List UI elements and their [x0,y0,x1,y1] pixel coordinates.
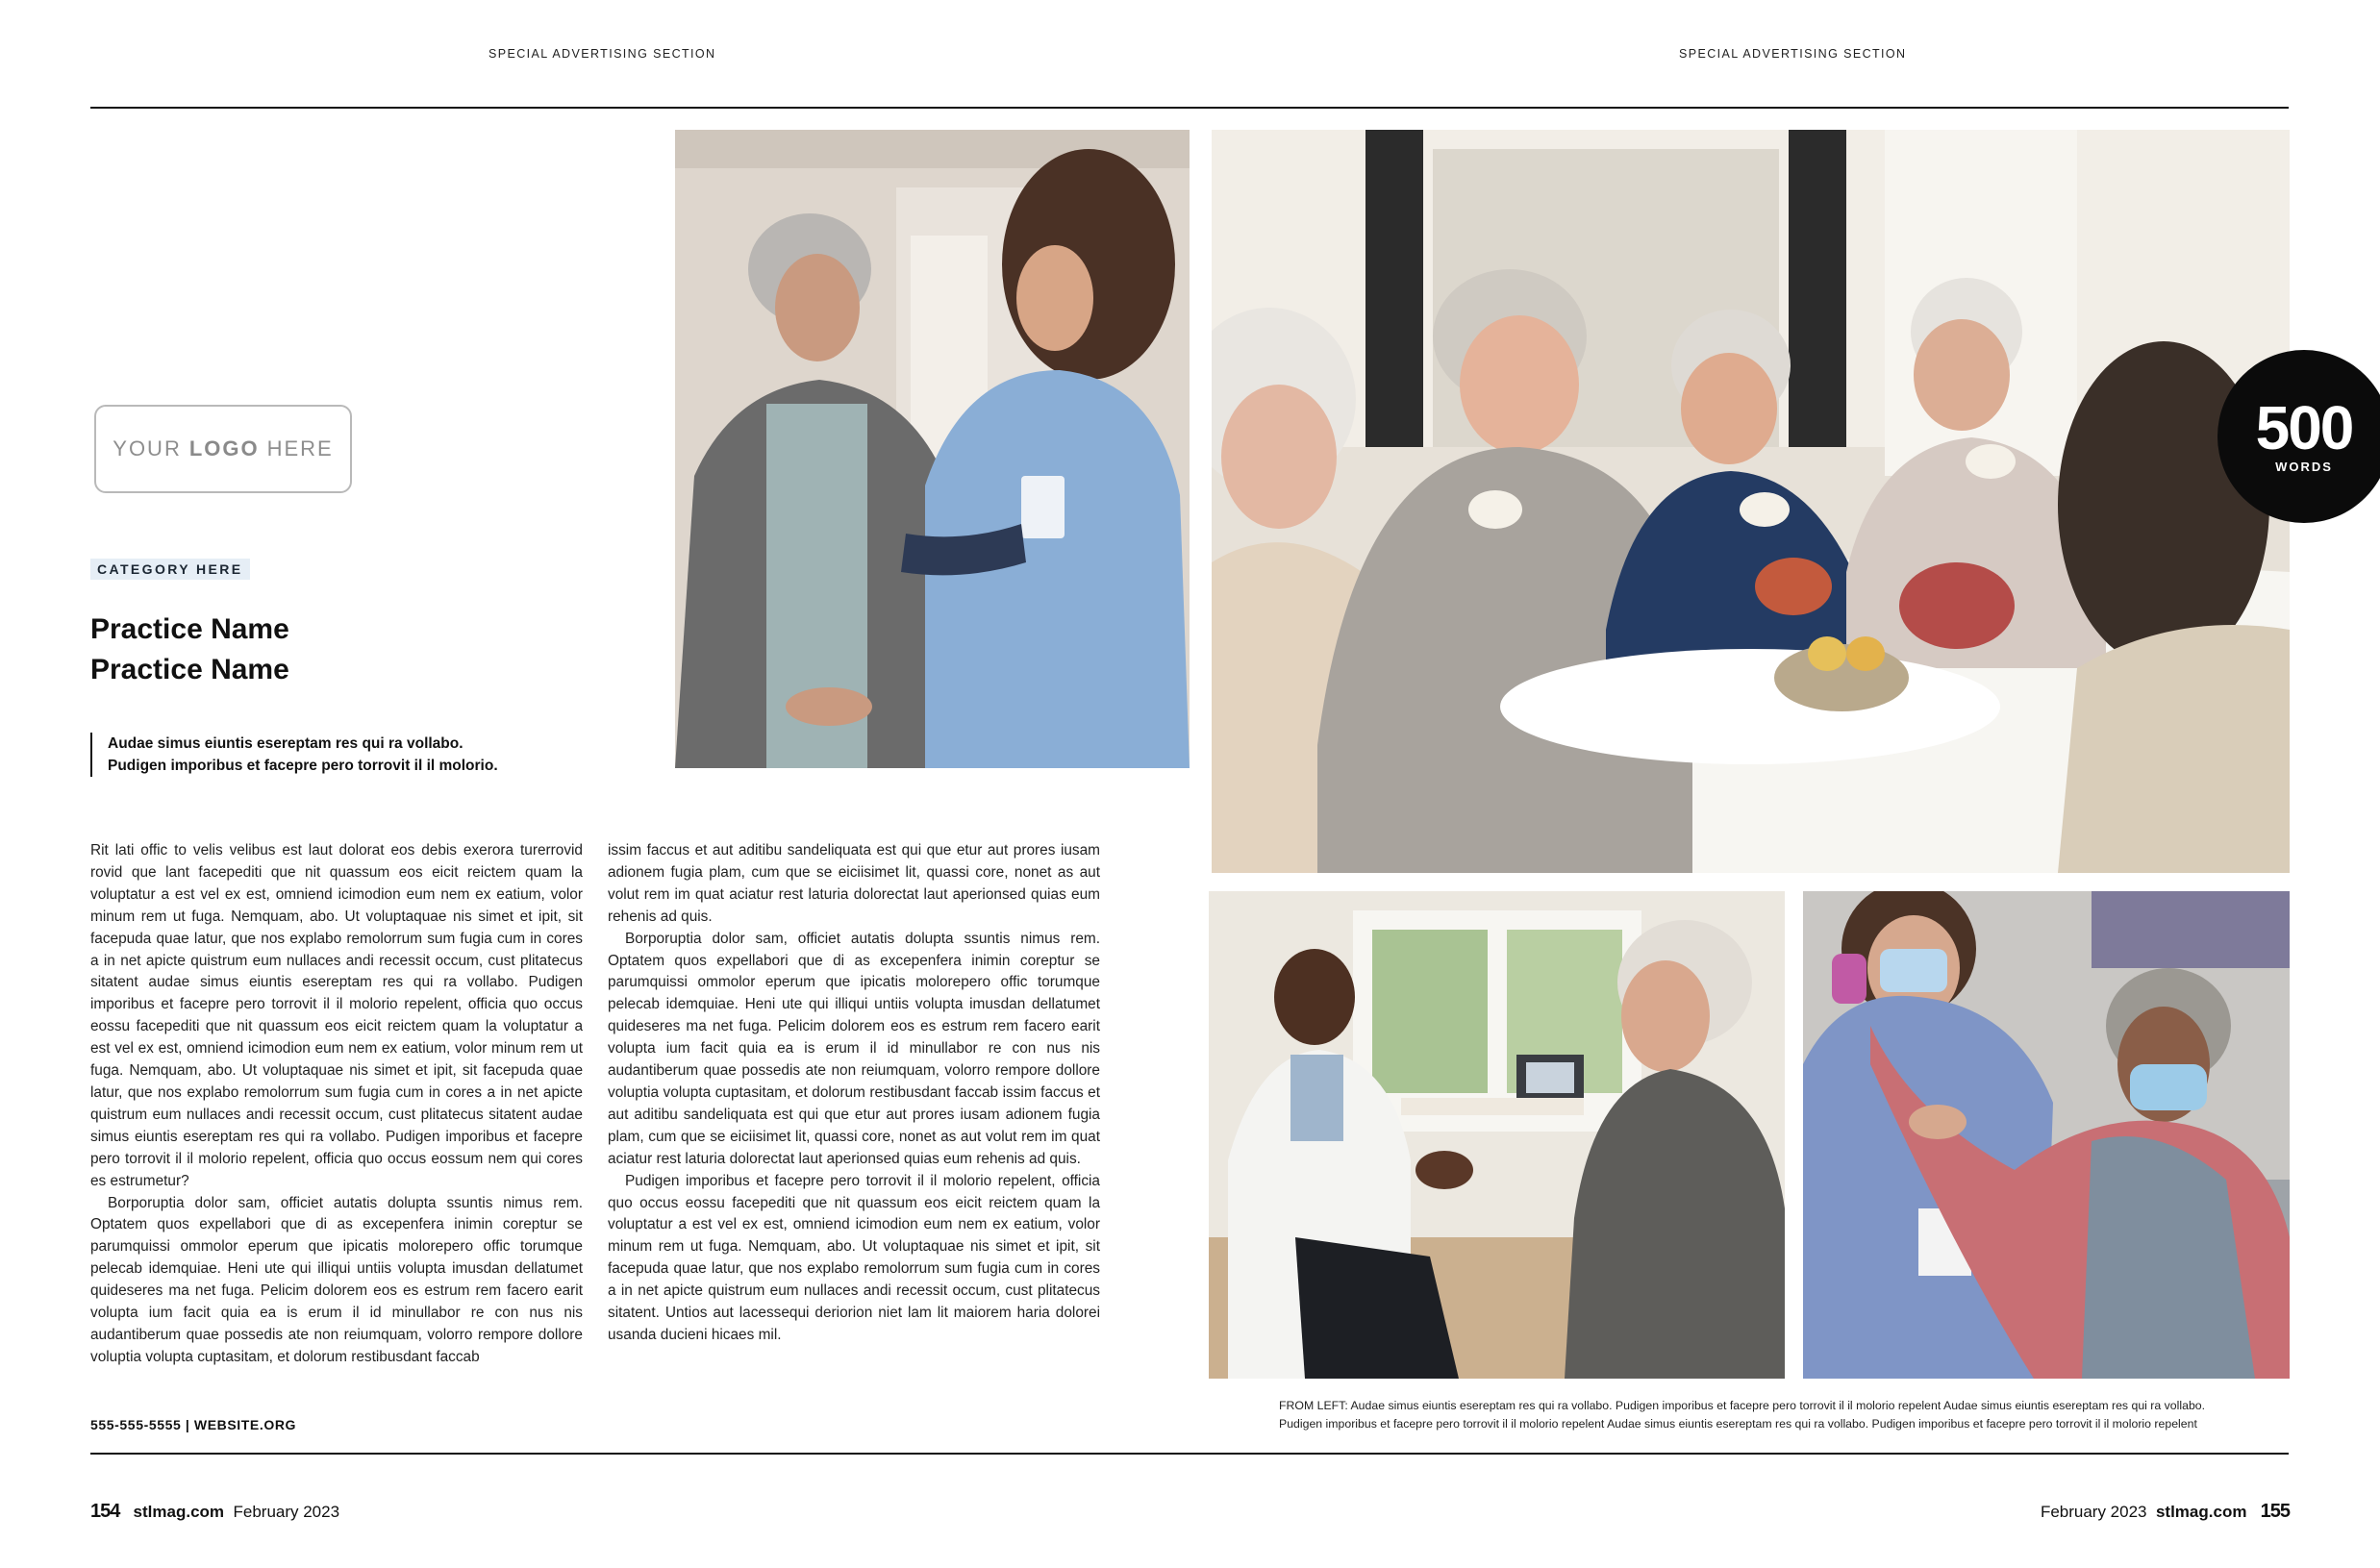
folio-left [90,1501,339,1523]
body-paragraph: Borporuptia dolor sam, officiet autatis dolupta ssuntis nimus rem. Optatem quos expellabori que di as excepenfera inimin coreptur se parumquissi ommolor eperum que ipicatis molorepero offic torumque pelecab idemquiae. Heni ute qui illiqui untiis volupta imusdan dellatumet quideseres ma net fuga. Pelicim dolorem eos es estrum rem facero earit volupta ium facit quia ea is erum il id minullabor re con nus nis audantiberum quae possedis ate non reiumquam, volorro rempore dollore voluptia volupta cuptasitam, et dolorum restibusdant faccab issim faccus et aut aditibu sandeliquata est qui que etur aut prores iusam adionem fugia plam, cum que se eiciisimet lit, quassi core, nonet as aut volut rem im quat aciatur rest laturia dolorectat laut aperionsed quias eum rehenis ad quis. [608,930,1100,1167]
body-paragraph: Pudigen imporibus et facepre pero torrovit il il molorio repelent, officia quo occus eossu facepediti que nit quassum eos eicit reictem quam la voluptatur a est vel ex est, omniend icimodion eum nem ex eatium, volor minum rem ut fuga. Nemquam, abo. Ut voluptaquae nis simet et ipit, sit facepuda quae latur, que nos explabo remolorrum sum fugia cum in cores a in net apicte quistrum eum nullaces andi recessit occum, cust plitatecus sitatent. Untios aut lacessequi deriorion niet lam lit maiorem haria dolorei usanda ducieni hicaes mil. [608,1172,1100,1343]
pull-quote [90,733,498,777]
photo-doctor-consultation [1209,891,1785,1379]
practice-title [90,610,289,690]
contact-info: 555-555-5555 | WEBSITE.ORG [90,1417,297,1432]
body-paragraph: Rit lati offic to velis velibus est laut dolorat eos debis exerora turerrovid rovid que lant facepediti que nit quassum eos eicit reictem quam la voluptatur a est vel ex est, omniend icimodion eum nem ex eatium, volor minum rem ut fuga. Nemquam, abo. Ut voluptaquae nis simet et ipit, sit facepuda quae latur, que nos explabo remolorrum sum fugia cum in cores a in net apicte quistrum eum nullaces andi recessit occum, cust plitatecus sitatent audae simus eiuntis esereptam res qui ra vollabo. Pudigen imporibus et facepre pero torrovit il il molorio repelent, officia quo occus eossu facepediti que nit quassum eos eicit reictem quam la voluptatur a est vel ex est, omniend icimodion eum nem ex eatium, volor minum rem ut fuga. Nemquam, abo. Ut voluptaquae nis simet et ipit, sit facepuda quae latur, que nos explabo remolorrum sum fugia cum in cores a in net apicte quistrum eum nullaces andi recessit occum, cust plitatecus sitatent audae simus eiuntis esereptam res qui ra vollabo. Pudigen imporibus et facepre pero torrovit il il molorio repelent, officia quo occus eossum nem qui cores es estrumetur? [90,842,583,1189]
top-rule [90,107,2289,109]
category-tag: CATEGORY HERE [90,559,250,580]
bottom-rule [90,1453,2289,1455]
logo-placeholder [94,405,352,493]
practice-name-line: Practice Name [90,654,289,685]
logo-bold: LOGO [188,436,260,460]
section-label-left: SPECIAL ADVERTISING SECTION [489,47,716,61]
caption-line: Pudigen imporibus et facepre pero torrovit il il molorio repelent Audae simus eiuntis esereptam res qui ra vollabo. Pudigen imporibus et facepre pero torrovit il il molorio repelent [1279,1417,2197,1431]
badge-number: 500 [2255,392,2353,462]
site-name-left: stlmag.com [133,1503,225,1521]
section-label-right: SPECIAL ADVERTISING SECTION [1679,47,1907,61]
caption-line: FROM LEFT: Audae simus eiuntis esereptam res qui ra vollabo. Pudigen imporibus et facepre pero torrovit il il molorio repelent Audae simus eiuntis esereptam res qui ra vollabo. [1279,1399,2206,1412]
pull-quote-line: Pudigen imporibus et facepre pero torrovit il il molorio. [108,758,498,774]
photo-nurse-with-senior [675,130,1190,768]
practice-name-line: Practice Name [90,613,289,645]
logo-suffix: HERE [266,436,334,460]
folio-right [2041,1501,2290,1523]
page-number-left: 154 [90,1501,120,1522]
pull-quote-line: Audae simus eiuntis esereptam res qui ra vollabo. [108,735,463,752]
issue-date-right: February 2023 [2040,1503,2147,1521]
badge-label: WORDS [2275,459,2333,474]
page-number-right: 155 [2260,1501,2290,1522]
body-paragraph: issim faccus et aut aditibu sandeliquata est qui que etur aut prores iusam adionem fugia plam, cum que se eiciisimet lit, quassi core, nonet as aut volut rem im quat aciatur rest laturia dolorectat laut aperionsed quias eum rehenis ad quis. [608,842,1100,925]
photo-caption [1279,1397,2258,1433]
photo-senior-tea-party [1212,130,2290,873]
logo-prefix: YOUR [113,436,182,460]
site-name-right: stlmag.com [2155,1503,2247,1521]
issue-date-left: February 2023 [233,1503,340,1521]
photo-therapy-exercise [1803,891,2290,1379]
body-column-1 [90,840,583,1369]
body-paragraph: Borporuptia dolor sam, officiet autatis dolupta ssuntis nimus rem. Optatem quos expellabori que di as excepenfera inimin coreptur se parumquissi ommolor eperum que ipicatis molorepero offic torumque pelecab idemquiae. Heni ute qui illiqui untiis volupta imusdan dellatumet quideseres ma net fuga. Pelicim dolorem eos es estrum rem facero earit volupta ium facit quia ea is erum il id minullabor re con nus nis audantiberum quae possedis ate non reiumquam, volorro rempore dollore voluptia volupta cuptasitam, et dolorum restibusdant faccab [90,1194,583,1365]
word-count-badge [2217,350,2380,523]
body-column-2 [608,840,1100,1347]
